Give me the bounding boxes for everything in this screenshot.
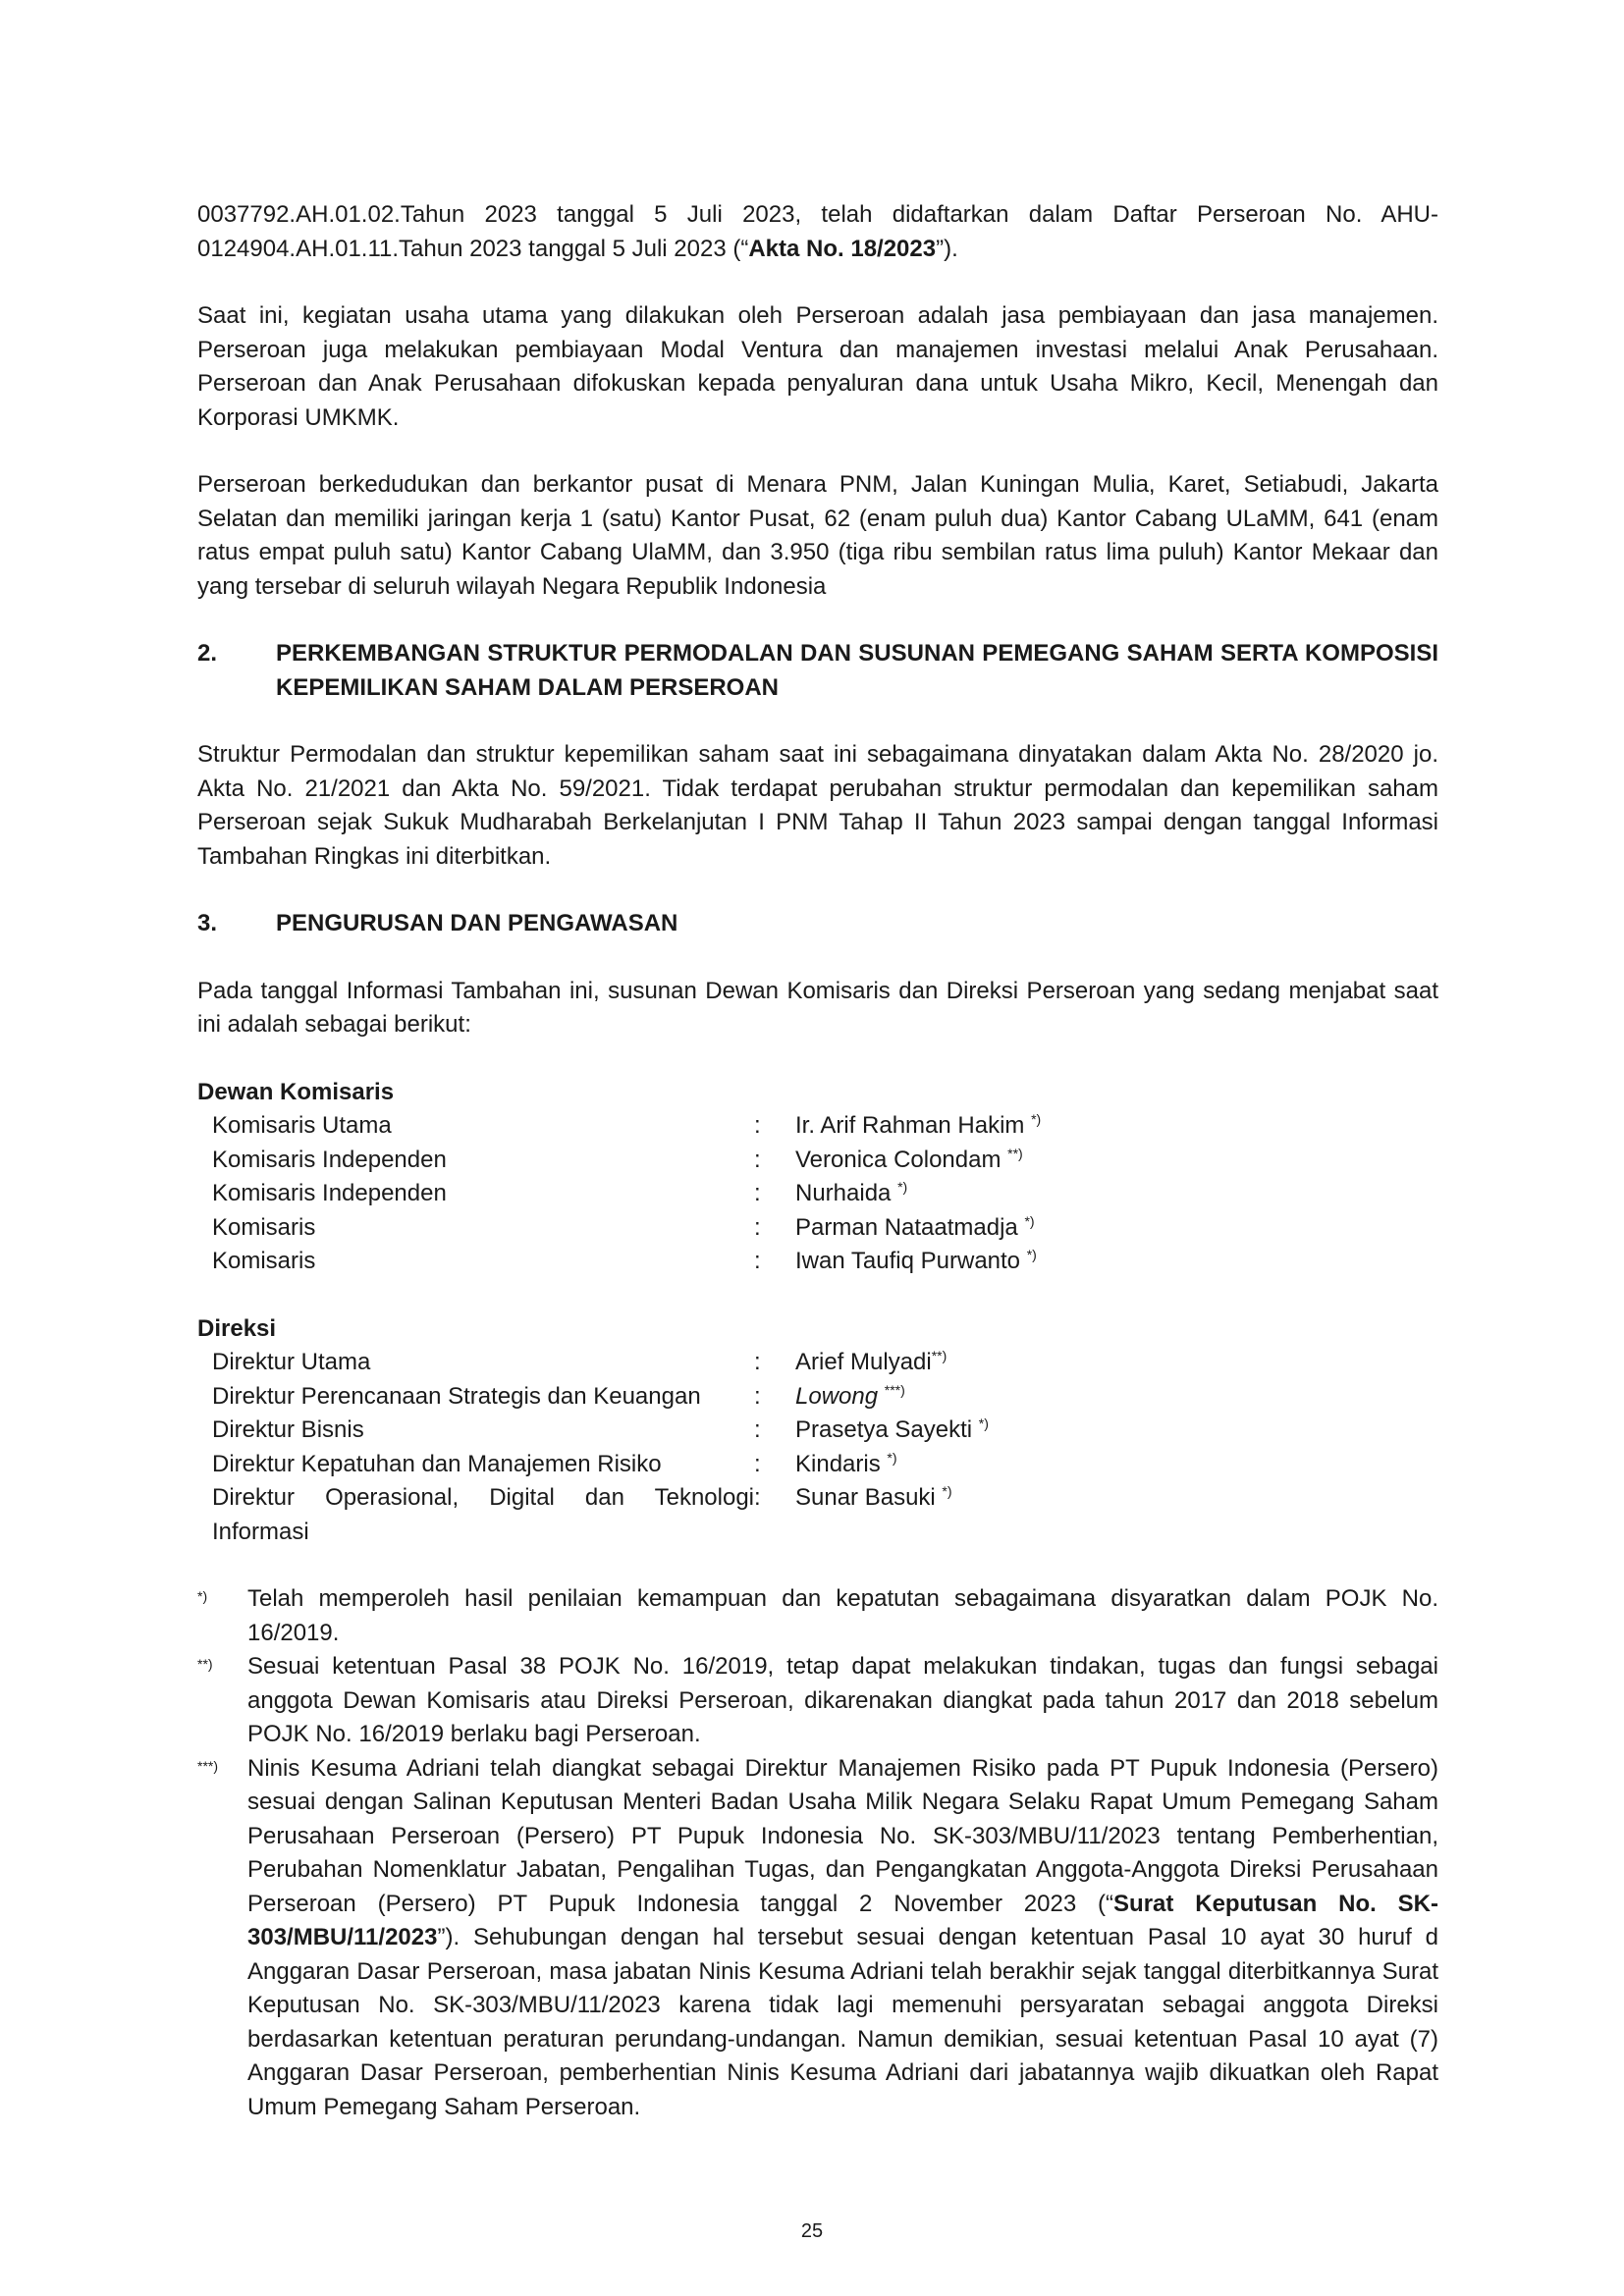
roster-colon: :: [754, 1180, 761, 1206]
roster-role: Direktur Utama: [212, 1349, 371, 1375]
roster-name: [795, 1414, 1438, 1448]
roster-name: [795, 1346, 1438, 1380]
roster-name-text: Veronica Colondam: [795, 1146, 1001, 1173]
roster-name: [795, 1144, 1438, 1178]
footnote-marker: ***): [197, 1757, 219, 1774]
roster-colon: :: [754, 1248, 761, 1274]
intro-text: 0037792.AH.01.02.Tahun 2023 tanggal 5 Juli 2023, telah didaftarkan dalam Daftar Perseroan No. AHU-0124904.AH.01.11.Tahun 2023 tanggal 5 Juli 2023 (“: [197, 201, 1438, 262]
roster-name: [795, 1380, 1438, 1415]
section-3-heading: [197, 907, 1438, 941]
roster-name-text: Prasetya Sayekti: [795, 1416, 973, 1443]
roster-colon: :: [754, 1382, 761, 1410]
roster-row: [197, 1245, 1438, 1279]
roster-role: Direktur Bisnis: [212, 1416, 364, 1443]
roster-role: Komisaris Independen: [212, 1180, 447, 1206]
intro-tail: ”).: [936, 235, 958, 262]
roster-colon: :: [754, 1349, 761, 1375]
roster-name: [795, 1448, 1438, 1482]
roster-name-text: Parman Nataatmadja: [795, 1213, 1018, 1241]
roster-role: Direktur Kepatuhan dan Manajemen Risiko: [212, 1450, 662, 1477]
roster-colon: :: [754, 1484, 761, 1511]
footnote-text: Telah memperoleh hasil penilaian kemampuan dan kepatutan sebagaimana disyaratkan dalam POJK No. 16/2019.: [247, 1585, 1438, 1646]
roster-role: Komisaris: [212, 1248, 316, 1274]
roster-name-text: Nurhaida: [795, 1180, 892, 1206]
section-3-number: 3.: [197, 910, 218, 936]
roster-row: [197, 1380, 1438, 1415]
footnote-text-part: Ninis Kesuma Adriani telah diangkat sebagai Direktur Manajemen Risiko pada PT Pupuk Indonesia (Persero) sesuai dengan Salinan Keputusan Menteri Badan Usaha Milik Negara Selaku Rapat Umum Pemegang Saham Perusahaan Perseroan (Persero) PT Pupuk Indonesia No. SK-303/MBU/11/2023 tentang Pemberhentian, Perubahan Nomenklatur Jabatan, Pengalihan Tugas, dan Pengangkatan Anggota-Anggota Direksi Perusahaan Perseroan (Persero) PT Pupuk Indonesia tanggal 2 November 2023 (“: [247, 1754, 1438, 1917]
roster-row: [197, 1109, 1438, 1144]
board-of-directors-title: Direksi: [197, 1314, 277, 1342]
footnote-bold-ref: Surat Keputusan No. SK-303/MBU/11/2023: [247, 1890, 1438, 1950]
roster-name-text: Sunar Basuki: [795, 1484, 936, 1511]
footnote-mark: *): [897, 1179, 908, 1195]
management-paragraph: Pada tanggal Informasi Tambahan ini, susunan Dewan Komisaris dan Direksi Perseroan yang sedang menjabat saat ini adalah sebagai berikut:: [197, 977, 1438, 1038]
roster-name-text: Lowong: [795, 1382, 879, 1410]
capital-structure-paragraph: Struktur Permodalan dan struktur kepemilikan saham saat ini sebagaimana dinyatakan dalam Akta No. 28/2020 jo. Akta No. 21/2021 dan Akta No. 59/2021. Tidak terdapat perubahan struktur permodalan dan kepemilikan saham Perseroan sejak Sukuk Mudharabah Berkelanjutan I PNM Tahap II Tahun 2023 sampai dengan tanggal Informasi Tambahan Ringkas ini diterbitkan.: [197, 741, 1438, 870]
roster-colon: :: [754, 1146, 761, 1173]
roster-role: Komisaris Independen: [212, 1146, 447, 1173]
roster-name: [795, 1481, 1438, 1549]
footnote-mark: *): [978, 1415, 989, 1431]
business-paragraph: Saat ini, kegiatan usaha utama yang dilakukan oleh Perseroan adalah jasa pembiayaan dan jasa manajemen. Perseroan juga melakukan pembiayaan Modal Ventura dan manajemen investasi melalui Anak Perusahaan. Perseroan dan Anak Perusahaan difokuskan kepada penyaluran dana untuk Usaha Mikro, Kecil, Menengah dan Korporasi UMKMK.: [197, 302, 1438, 431]
roster-row: [197, 1414, 1438, 1448]
roster-colon: :: [754, 1213, 761, 1241]
section-3-title: PENGURUSAN DAN PENGAWASAN: [276, 910, 678, 936]
roster-role: Komisaris: [212, 1213, 316, 1241]
footnotes: [197, 1582, 1438, 2124]
roster-colon: :: [754, 1112, 761, 1139]
footnote-mark: **): [1007, 1145, 1023, 1161]
roster-colon: :: [754, 1416, 761, 1443]
roster-row: [197, 1211, 1438, 1246]
footnote: [197, 1582, 1438, 1650]
roster-name: [795, 1211, 1438, 1246]
footnote-mark: *): [942, 1483, 952, 1499]
footnote-mark: *): [1031, 1111, 1042, 1127]
footnote-mark: **): [931, 1348, 947, 1363]
intro-paragraph: [197, 198, 1438, 266]
roster-name: [795, 1109, 1438, 1144]
page-content: [197, 198, 1438, 2124]
footnote-marker: **): [197, 1656, 213, 1672]
roster-name-text: Arief Mulyadi: [795, 1349, 932, 1375]
footnote-text-part: ”). Sehubungan dengan hal tersebut sesuai dengan ketentuan Pasal 10 ayat 30 huruf d Anggaran Dasar Perseroan, masa jabatan Ninis Kesuma Adriani telah berakhir sejak tanggal diterbitkannya Surat Keputusan No. SK-303/MBU/11/2023 karena tidak lagi memenuhi persyaratan sebagai anggota Direksi berdasarkan ketentuan peraturan perundang-undangan. Namun demikian, sesuai ketentuan Pasal 10 ayat (7) Anggaran Dasar Perseroan, pemberhentian Ninis Kesuma Adriani dari jabatannya wajib dikuatkan oleh Rapat Umum Pemegang Saham Perseroan.: [247, 1924, 1438, 2120]
roster-name: [795, 1245, 1438, 1279]
footnote: [197, 1752, 1438, 2125]
intro-bold-ref: Akta No. 18/2023: [748, 235, 937, 262]
roster-colon: :: [754, 1450, 761, 1477]
footnote-mark: *): [1026, 1247, 1037, 1262]
footnote-marker: *): [197, 1588, 208, 1604]
footnote: [197, 1650, 1438, 1752]
footnote-mark: *): [887, 1449, 897, 1466]
roster-role: Direktur Perencanaan Strategis dan Keuangan: [212, 1382, 701, 1410]
roster-row: [197, 1448, 1438, 1482]
roster-row: [197, 1144, 1438, 1178]
section-2-heading: [197, 637, 1438, 705]
roster-row: [197, 1346, 1438, 1380]
roster-role: Komisaris Utama: [212, 1112, 392, 1139]
footnote-text: [247, 1752, 1438, 2125]
board-of-commissioners-title: Dewan Komisaris: [197, 1078, 395, 1105]
section-2-title: PERKEMBANGAN STRUKTUR PERMODALAN DAN SUSUNAN PEMEGANG SAHAM SERTA KOMPOSISI KEPEMILIKAN SAHAM DALAM PERSEROAN: [276, 640, 1438, 701]
roster-row: [197, 1481, 1438, 1549]
roster-name-text: Iwan Taufiq Purwanto: [795, 1248, 1021, 1274]
roster-role: Direktur Operasional, Digital dan Teknologi Informasi: [212, 1484, 754, 1545]
footnote-mark: *): [1024, 1212, 1035, 1229]
board-of-commissioners: [197, 1076, 1438, 1279]
roster-row: [197, 1177, 1438, 1211]
office-paragraph: Perseroan berkedudukan dan berkantor pusat di Menara PNM, Jalan Kuningan Mulia, Karet, Setiabudi, Jakarta Selatan dan memiliki jaringan kerja 1 (satu) Kantor Pusat, 62 (enam puluh dua) Kantor Cabang ULaMM, 641 (enam ratus empat puluh satu) Kantor Cabang UlaMM, dan 3.950 (tiga ribu sembilan ratus lima puluh) Kantor Mekaar dan yang tersebar di seluruh wilayah Negara Republik Indonesia: [197, 471, 1438, 600]
roster-name-text: Ir. Arif Rahman Hakim: [795, 1112, 1025, 1139]
page-number: 25: [800, 2220, 824, 2242]
roster-name: [795, 1177, 1438, 1211]
footnote-mark: ***): [884, 1381, 905, 1398]
section-2-number: 2.: [197, 640, 218, 667]
roster-name-text: Kindaris: [795, 1450, 881, 1477]
footnote-text: Sesuai ketentuan Pasal 38 POJK No. 16/2019, tetap dapat melakukan tindakan, tugas dan fungsi sebagai anggota Dewan Komisaris atau Direksi Perseroan, dikarenakan diangkat pada tahun 2017 dan 2018 sebelum POJK No. 16/2019 berlaku bagi Perseroan.: [247, 1653, 1438, 1747]
board-of-directors: [197, 1312, 1438, 1550]
